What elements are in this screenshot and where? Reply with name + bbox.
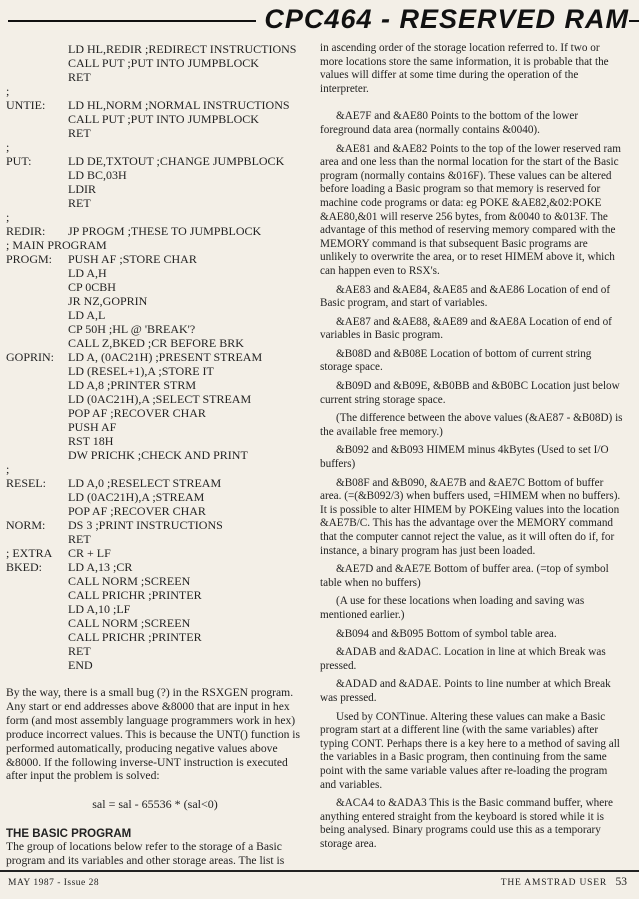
code-line [6,406,304,420]
code-instruction: CP 50H ;HL @ 'BREAK'? [68,322,196,336]
memory-location-entry: (The difference between the above values (&AE87 - &B08D) is the available free memory.) [320,412,623,438]
code-instruction: LD (RESEL+1),A ;STORE IT [68,364,214,378]
code-line [6,504,304,518]
code-instruction: LDIR [68,182,96,196]
code-label [6,266,68,280]
code-instruction: LD A,13 ;CR [68,560,133,574]
code-line [6,252,304,266]
code-label [6,504,68,518]
code-label [6,420,68,434]
code-instruction: LD (0AC21H),A ;SELECT STREAM [68,392,252,406]
right-column [320,42,624,856]
code-label: GOPRIN: [6,350,55,364]
code-instruction: CALL PRICHR ;PRINTER [68,588,202,602]
code-label [6,294,68,308]
memory-location-entry: &AE81 and &AE82 Points to the top of the lower reserved ram area and one less than the normal location for the start of the Basic program (normally contains &016F). These values can be altered before loading a Basic program so that memory is reserved for machine code programs or data: eg POKE &AE82,&02:POKE &AE80,&01 will reserve 256 bytes, from &0040 to &013F. The advantage of this method of reserving memory compared with the MEMORY command is that subsequent Basic programs are unlikely to overwrite the area, or to reset HIMEM above it, which can happen even to RSX's. [320,142,621,277]
code-label [6,168,68,182]
code-instruction: LD DE,TXTOUT ;CHANGE JUMPBLOCK [68,154,285,168]
code-instruction: END [68,658,93,672]
memory-location-entry: &ACA4 to &ADA3 This is the Basic command buffer, where anything entered straight from the keyboard is stored while it is being analysed. Binary programs could use this as a temporary storage area. [320,797,613,850]
issue-label: MAY 1987 - Issue 28 [8,878,100,888]
code-label [6,644,68,658]
code-line [6,98,304,112]
code-instruction: JP PROGM ;THESE TO JUMPBLOCK [68,224,262,238]
code-line [6,420,304,434]
memory-location-entry: in ascending order of the storage location referred to. If two or more locations store the same information, it is probable that the values will differ at some time during the operation of the interpreter. [320,42,609,95]
code-line [6,266,304,280]
page-header [0,0,639,38]
memory-location-entry: &B09D and &B09E, &B0BB and &B0BC Location just below current string storage space. [320,380,620,406]
code-instruction: RET [68,126,91,140]
code-label: ; [6,84,10,98]
code-label [6,322,68,336]
code-label [6,574,68,588]
code-instruction [107,238,304,252]
code-line [6,238,304,252]
memory-location-entry: &AE7D and &AE7E Bottom of buffer area. (=top of symbol table when no buffers) [320,563,609,589]
code-line [6,588,304,602]
memory-location-entry: Used by CONTinue. Altering these values can make a Basic program start at a different line (with the same variables) after typing CONT. Perhaps there is a key here to a method of saving all the variables in a Basic program, then continuing from the same point with the same variable values after re-loading the program and variables. [320,710,620,791]
code-label [6,658,68,672]
code-label: PUT: [6,154,32,168]
intro-paragraph: The group of locations below refer to the storage of a Basic program and its variables and other storage areas. The list is [6,840,285,868]
code-instruction: POP AF ;RECOVER CHAR [68,406,206,420]
code-line [6,518,304,532]
code-instruction: CP 0CBH [68,280,116,294]
memory-location-entry: &B08D and &B08E Location of bottom of current string storage space. [320,347,592,374]
code-label [6,392,68,406]
code-instruction [68,210,304,224]
footer-rule [0,870,639,872]
code-line [6,294,304,308]
code-label [6,308,68,322]
code-instruction: LD (0AC21H),A ;STREAM [68,490,205,504]
code-instruction [68,84,304,98]
code-label [6,490,68,504]
memory-location-entry: &ADAD and &ADAE. Points to line number at which Break was pressed. [320,678,611,704]
code-label [6,588,68,602]
code-line [6,322,304,336]
code-label: ; MAIN PROGRAM [6,238,107,252]
code-instruction: LD A,H [68,266,107,280]
code-label [6,434,68,448]
code-instruction: LD A,8 ;PRINTER STRM [68,378,197,392]
code-line [6,84,304,98]
code-label [6,126,68,140]
memory-location-entry: &AE83 and &AE84, &AE85 and &AE86 Location of end of Basic program, and start of variables. [320,283,611,310]
code-instruction: CALL NORM ;SCREEN [68,616,191,630]
code-line [6,182,304,196]
section-heading: THE BASIC PROGRAM [6,828,132,841]
memory-location-entry: &AE7F and &AE80 Points to the bottom of the lower foreground data area (normally contains &0040). [320,110,579,136]
code-line [6,350,304,364]
code-instruction: RET [68,532,91,546]
code-instruction [68,462,304,476]
code-instruction: JR NZ,GOPRIN [68,294,148,308]
code-instruction: CALL PUT ;PUT INTO JUMPBLOCK [68,56,259,70]
page-footer [0,870,639,899]
memory-location-entry: &ADAB and &ADAC. Location in line at which Break was pressed. [320,646,606,672]
code-label [6,336,68,350]
code-instruction: CR + LF [68,546,111,560]
code-instruction: DW PRICHK ;CHECK AND PRINT [68,448,248,462]
code-line [6,280,304,294]
code-label [6,448,68,462]
code-label: ; [6,140,10,154]
code-instruction: CALL NORM ;SCREEN [68,574,191,588]
code-line [6,574,304,588]
code-label: UNTIE: [6,98,46,112]
code-line [6,602,304,616]
code-instruction: DS 3 ;PRINT INSTRUCTIONS [68,518,223,532]
code-label [6,378,68,392]
code-line [6,154,304,168]
code-line [6,70,304,84]
page-number: 53 [615,876,627,888]
memory-location-entry: &B094 and &B095 Bottom of symbol table area. [336,627,557,640]
reserved-ram-list [320,42,624,851]
code-instruction: PUSH AF ;STORE CHAR [68,252,197,266]
code-label [6,112,68,126]
code-instruction: LD HL,NORM ;NORMAL INSTRUCTIONS [68,98,290,112]
code-line [6,210,304,224]
code-label: ; [6,462,10,476]
memory-location-entry: (A use for these locations when loading and saving was mentioned earlier.) [320,595,585,621]
code-line [6,112,304,126]
code-line [6,644,304,658]
code-label: BKED: [6,560,42,574]
code-listing [6,42,304,672]
code-label [6,364,68,378]
code-line [6,224,304,238]
code-line [6,196,304,210]
code-label: ; EXTRA [6,546,53,560]
code-line [6,462,304,476]
code-instruction: POP AF ;RECOVER CHAR [68,504,206,518]
code-label: ; [6,210,10,224]
code-instruction: LD A,0 ;RESELECT STREAM [68,476,222,490]
code-label [6,42,68,56]
code-line [6,378,304,392]
code-label [6,532,68,546]
code-line [6,490,304,504]
code-line [6,434,304,448]
memory-location-entry: &AE87 and &AE88, &AE89 and &AE8A Location of end of variables in Basic program. [320,315,612,342]
code-instruction: CALL Z,BKED ;CR BEFORE BRK [68,336,244,350]
magazine-name: THE AMSTRAD USER [500,878,607,888]
code-instruction [68,140,304,154]
code-line [6,392,304,406]
code-label [6,196,68,210]
code-instruction: LD HL,REDIR ;REDIRECT INSTRUCTIONS [68,42,297,56]
code-instruction: CALL PUT ;PUT INTO JUMPBLOCK [68,112,259,126]
code-line [6,532,304,546]
code-instruction: RET [68,70,91,84]
code-instruction: LD A,L [68,308,106,322]
code-line [6,56,304,70]
code-line [6,616,304,630]
code-label [6,406,68,420]
code-instruction: RET [68,196,91,210]
code-label: REDIR: [6,224,46,238]
code-instruction: RST 18H [68,434,114,448]
code-line [6,42,304,56]
code-line [6,546,304,560]
code-label: NORM: [6,518,46,532]
code-label [6,182,68,196]
code-instruction: LD A,10 ;LF [68,602,131,616]
code-label [6,616,68,630]
code-label [6,602,68,616]
code-instruction: CALL PRICHR ;PRINTER [68,630,202,644]
code-line [6,336,304,350]
code-line [6,476,304,490]
formula: sal = sal - 65536 * (sal<0) [92,797,218,812]
code-instruction: RET [68,644,91,658]
code-label: RESEL: [6,476,47,490]
code-instruction: LD BC,03H [68,168,127,182]
code-line [6,126,304,140]
code-label [6,630,68,644]
code-label [6,56,68,70]
code-line [6,308,304,322]
code-line [6,448,304,462]
code-line [6,630,304,644]
memory-location-entry: &B08F and &B090, &AE7B and &AE7C Bottom of buffer area. (=(&B092/3) when buffers used, =HIMEM when no buffers). It is possible to alter HIMEM by POKEing values into the location &AE7B/C. This has the advantage over the MEMORY command that the computer cannot reject the value, as it will often do if, for instance, a binary program has just been loaded. [320,476,621,557]
code-label [6,70,68,84]
code-line [6,560,304,574]
code-label [6,280,68,294]
code-line [6,364,304,378]
code-label: PROGM: [6,252,53,266]
code-line [6,168,304,182]
bug-paragraph: By the way, there is a small bug (?) in the RSXGEN program. Any start or end addresses above &8000 that are input in hex form (and most assembly language programmers work in hex) produce incorrect values. This is because the UNT() function is performed automatically, producing negative values above &8000. If the following inverse-UNT instruction is executed after input the problem is solved: [6,686,301,783]
code-line [6,658,304,672]
memory-location-entry: &B092 and &B093 HIMEM minus 4kBytes (Used to set I/O buffers) [320,444,609,471]
left-column [6,42,304,868]
page-title: CPC464 - RESERVED RAM [256,2,629,36]
code-line [6,140,304,154]
code-instruction: PUSH AF [68,420,117,434]
code-instruction: LD A, (0AC21H) ;PRESENT STREAM [68,350,263,364]
